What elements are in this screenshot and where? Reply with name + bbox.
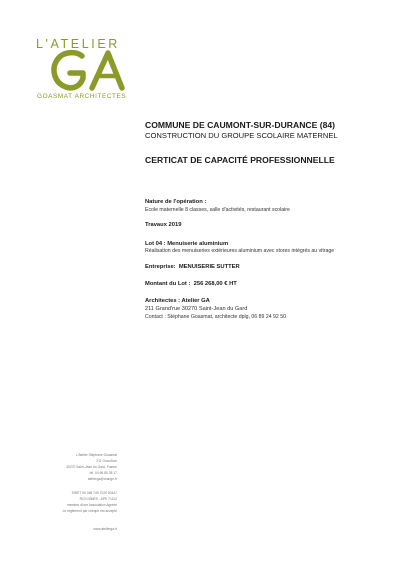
footer-legal-line: SIRET 50 048 745 7020 00447 <box>71 491 117 495</box>
architectes-contact: Contact : Stéphane Goasmat, architecte dplg, 06 89 24 92 50 <box>145 314 287 320</box>
travaux-label: Travaux 2019 <box>145 222 182 228</box>
certificat-heading: CERTICAT DE CAPACITÉ PROFESSIONNELLE <box>145 155 335 165</box>
footer-address-line: tél. 04 66 85 38 17 <box>89 471 117 476</box>
logo-top-text: L'ATELIER <box>36 37 120 51</box>
operation-label: Nature de l'opération : <box>145 199 207 205</box>
footer-address-line: 211 Grand'rue <box>96 459 117 464</box>
footer-legal-line: RCS NÎMES - APE 7111Z <box>79 497 117 502</box>
footer-address-line: L'Atelier Stéphane Goasmat <box>75 453 117 457</box>
construction-subtitle: CONSTRUCTION DU GROUPE SCOLAIRE MATERNEL <box>145 131 338 140</box>
ga-logo-mark <box>48 48 128 92</box>
entreprise-label: Entreprise: <box>145 264 176 270</box>
commune-title: COMMUNE DE CAUMONT-SUR-DURANCE (84) <box>145 120 336 130</box>
montant-value: 256 268,00 € HT <box>193 281 237 287</box>
website-link[interactable]: www.atelierga.fr <box>93 527 117 531</box>
montant-row <box>145 281 237 287</box>
footer-website[interactable] <box>45 526 117 532</box>
logo-bottom-text: GOASMAT ARCHITECTES <box>37 93 127 100</box>
lot-label: Lot 04 : Menuiserie aluminium <box>145 241 229 247</box>
footer-legal-line: Le règlement par chèque est accepté <box>62 509 117 514</box>
footer-legal <box>45 490 117 514</box>
entreprise-row <box>145 264 240 270</box>
footer-address-line: 30270 Saint-Jean du Gard, France <box>66 465 117 470</box>
lot-value: Réalisation des menuiseries extérieures aluminium avec stores intégrés au vitrage <box>145 248 335 254</box>
operation-value: Ecole maternelle 8 classes, salle d'activités, restaurant scolaire <box>145 207 290 213</box>
entreprise-value: MENUISERIE SUTTER <box>178 264 240 270</box>
atelier-ga-logo <box>36 37 146 101</box>
architectes-label: Architectes : Atelier GA <box>145 298 210 304</box>
montant-label: Montant du Lot : <box>145 281 191 287</box>
footer-address <box>45 452 117 482</box>
footer-legal-line: membre d'une Association Agréée <box>67 503 117 508</box>
footer-address-line: atelierga@orange.fr <box>87 477 117 482</box>
architectes-address: 211 Grand'rue 30270 Saint-Jean du Gard <box>145 306 248 312</box>
